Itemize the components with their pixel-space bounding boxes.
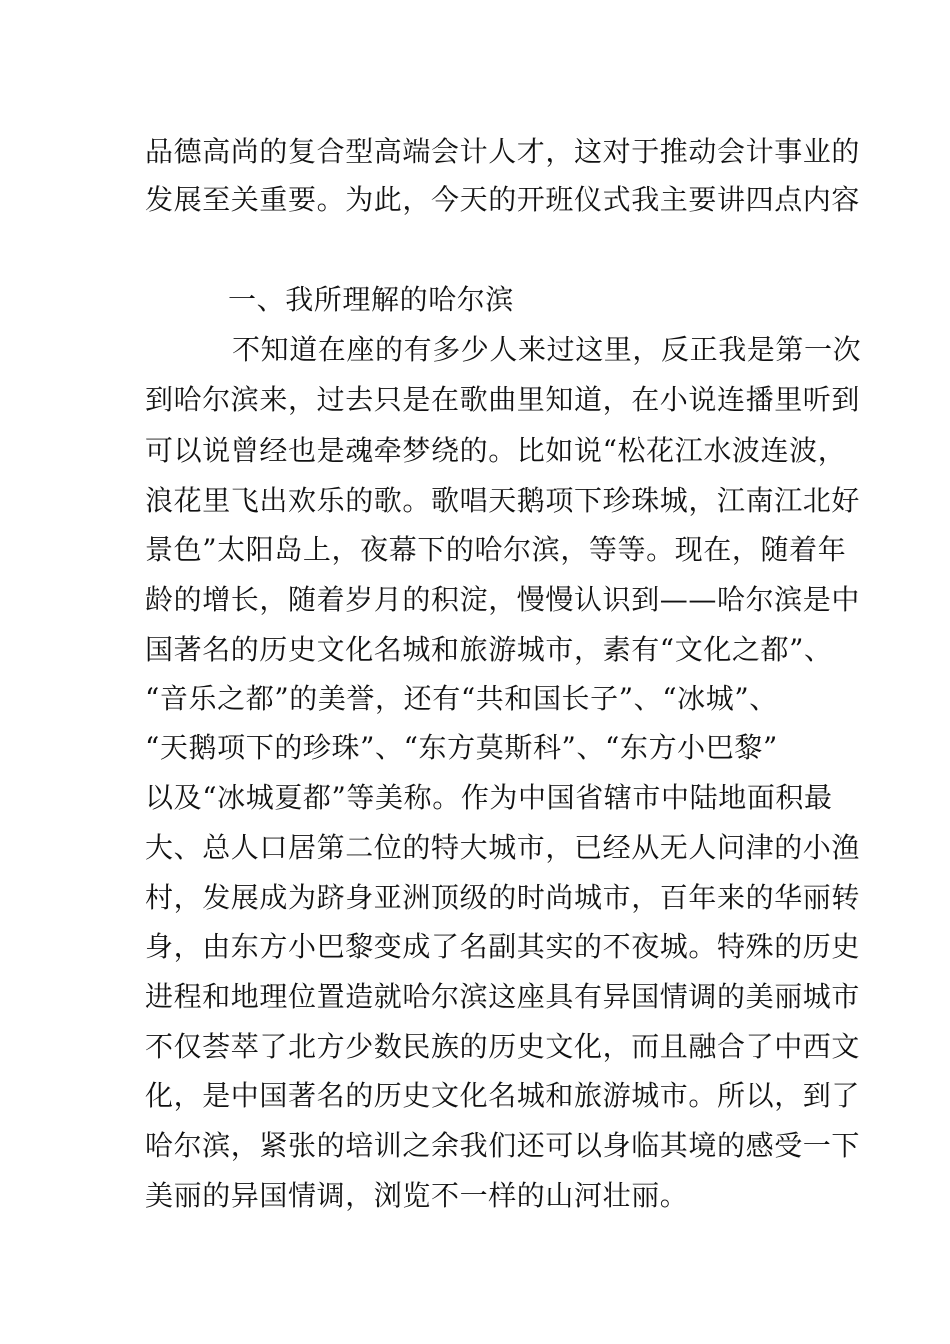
paragraph-line: 浪花里飞出欢乐的歌。歌唱天鹅项下珍珠城，江南江北好 [145,484,861,517]
section-heading: 一、我所理解的哈尔滨 [228,283,515,316]
paragraph-line: 美丽的异国情调，浏览不一样的山河壮丽。 [145,1179,689,1212]
intro-line: 发展至关重要。为此，今天的开班仪式我主要讲四点内容 [145,183,861,216]
paragraph-line: 村，发展成为跻身亚洲顶级的时尚城市，百年来的华丽转 [145,881,861,914]
paragraph-line: 以及“冰城夏都”等美称。作为中国省辖市中陆地面积最 [145,781,833,814]
paragraph-line: 进程和地理位置造就哈尔滨这座具有异国情调的美丽城市 [145,980,861,1013]
paragraph-line: 不知道在座的有多少人来过这里，反正我是第一次 [232,333,862,366]
paragraph-line: 不仅荟萃了北方少数民族的历史文化，而且融合了中西文 [145,1030,861,1063]
paragraph-line: 化，是中国著名的历史文化名城和旅游城市。所以，到了 [145,1079,861,1112]
paragraph-line: 哈尔滨，紧张的培训之余我们还可以身临其境的感受一下 [145,1129,861,1162]
intro-line: 品德高尚的复合型高端会计人才，这对于推动会计事业的 [145,135,861,168]
paragraph-line: 身，由东方小巴黎变成了名副其实的不夜城。特殊的历史 [145,930,861,963]
paragraph-line: 可以说曾经也是魂牵梦绕的。比如说“松花江水波连波， [145,434,847,467]
paragraph-line: 龄的增长，随着岁月的积淀，慢慢认识到——哈尔滨是中 [145,583,861,616]
paragraph-line: 景色”太阳岛上，夜幕下的哈尔滨，等等。现在，随着年 [145,533,847,566]
paragraph-line: 大、总人口居第二位的特大城市，已经从无人问津的小渔 [145,831,861,864]
paragraph-line: 国著名的历史文化名城和旅游城市，素有“文化之都”、 [145,633,833,666]
paragraph-line: “音乐之都”的美誉，还有“共和国长子”、“冰城”、 [145,682,778,715]
paragraph-line: “天鹅项下的珍珠”、“东方莫斯科”、“东方小巴黎” [145,731,778,764]
paragraph-line: 到哈尔滨来，过去只是在歌曲里知道，在小说连播里听到 [145,383,861,416]
